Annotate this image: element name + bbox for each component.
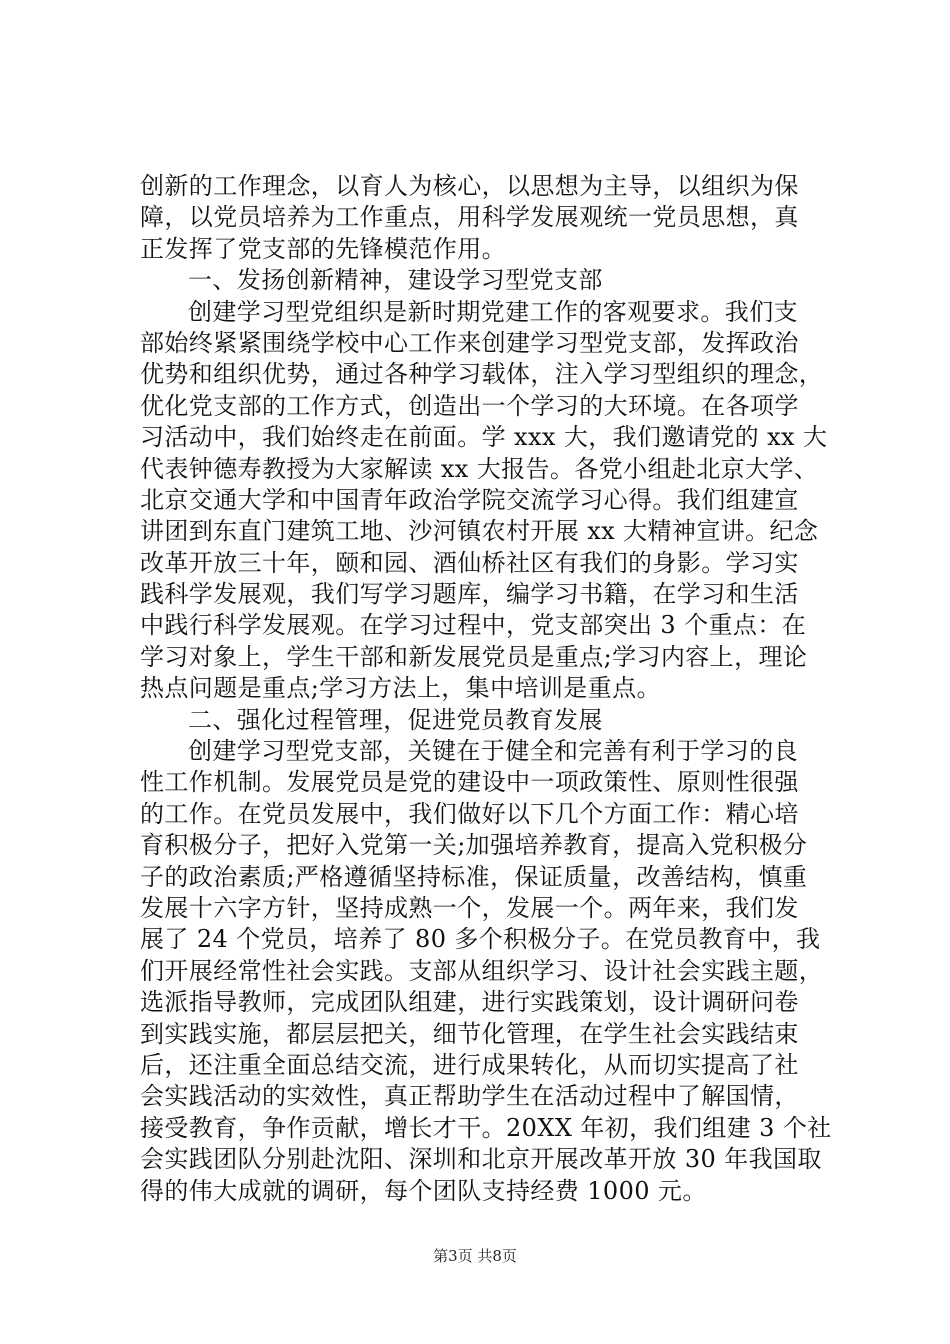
paragraph-line: 讲团到东直门建筑工地、沙河镇农村开展 xx 大精神宣讲。纪念: [140, 517, 819, 546]
section-heading: 一、发扬创新精神，建设学习型党支部: [188, 266, 603, 295]
paragraph-line: 优势和组织优势，通过各种学习载体，注入学习型组织的理念，: [140, 360, 824, 389]
paragraph-line: 热点问题是重点;学习方法上，集中培训是重点。: [140, 674, 661, 703]
paragraph-line: 接受教育，争作贡献，增长才干。20XX 年初，我们组建 3 个社: [140, 1113, 832, 1142]
paragraph-line: 优化党支部的工作方式，创造出一个学习的大环境。在各项学: [140, 391, 799, 420]
paragraph-line: 代表钟德寿教授为大家解读 xx 大报告。各党小组赴北京大学、: [140, 454, 819, 483]
paragraph-line: 子的政治素质;严格遵循坚持标准，保证质量，改善结构，慎重: [140, 862, 808, 891]
paragraph-line: 创新的工作理念，以育人为核心，以思想为主导，以组织为保: [140, 172, 799, 200]
paragraph-line: 改革开放三十年，颐和园、酒仙桥社区有我们的身影。学习实: [140, 548, 799, 577]
page-number-footer: 第3页 共8页: [433, 1247, 517, 1265]
paragraph-line: 选派指导教师，完成团队组建，进行实践策划，设计调研问卷: [140, 988, 799, 1017]
paragraph-line: 部始终紧紧围绕学校中心工作来创建学习型党支部，发挥政治: [140, 328, 799, 357]
paragraph-line: 的工作。在党员发展中，我们做好以下几个方面工作：精心培: [140, 799, 799, 828]
paragraph-line: 展了 24 个党员，培养了 80 多个积极分子。在党员教育中，我: [140, 925, 821, 954]
paragraph-line: 学习对象上，学生干部和新发展党员是重点;学习内容上，理论: [140, 642, 808, 671]
paragraph-line: 障，以党员培养为工作重点，用科学发展观统一党员思想，真: [140, 203, 799, 232]
paragraph-line: 习活动中，我们始终走在前面。学 xxx 大，我们邀请党的 xx 大: [140, 423, 828, 452]
paragraph-line: 践科学发展观，我们写学习题库，编学习书籍，在学习和生活: [140, 580, 799, 609]
paragraph-line: 发展十六字方针，坚持成熟一个，发展一个。两年来，我们发: [140, 893, 799, 922]
paragraph-line: 会实践活动的实效性，真正帮助学生在活动过程中了解国情，: [140, 1082, 799, 1111]
paragraph-line: 创建学习型党支部，关键在于健全和完善有利于学习的良: [188, 737, 798, 766]
paragraph-line: 们开展经常性社会实践。支部从组织学习、设计社会实践主题，: [140, 956, 824, 985]
paragraph-line: 到实践实施，都层层把关，细节化管理，在学生社会实践结束: [140, 1019, 799, 1048]
paragraph-line: 创建学习型党组织是新时期党建工作的客观要求。我们支: [188, 297, 798, 326]
paragraph-line: 会实践团队分别赴沈阳、深圳和北京开展改革开放 30 年我国取: [140, 1145, 822, 1174]
paragraph-line: 得的伟大成就的调研，每个团队支持经费 1000 元。: [140, 1176, 707, 1205]
paragraph-line: 中践行科学发展观。在学习过程中，党支部突出 3 个重点：在: [140, 611, 807, 640]
document-body: [140, 171, 840, 1207]
paragraph-line: 育积极分子，把好入党第一关;加强培养教育，提高入党积极分: [140, 831, 808, 860]
paragraph-line: 性工作机制。发展党员是党的建设中一项政策性、原则性很强: [140, 768, 799, 797]
paragraph-line: 北京交通大学和中国青年政治学院交流学习心得。我们组建宣: [140, 485, 799, 514]
paragraph-line: 后，还注重全面总结交流，进行成果转化，从而切实提高了社: [140, 1050, 799, 1079]
section-heading: 二、强化过程管理，促进党员教育发展: [188, 705, 603, 734]
paragraph-line: 正发挥了党支部的先锋模范作用。: [140, 234, 506, 263]
